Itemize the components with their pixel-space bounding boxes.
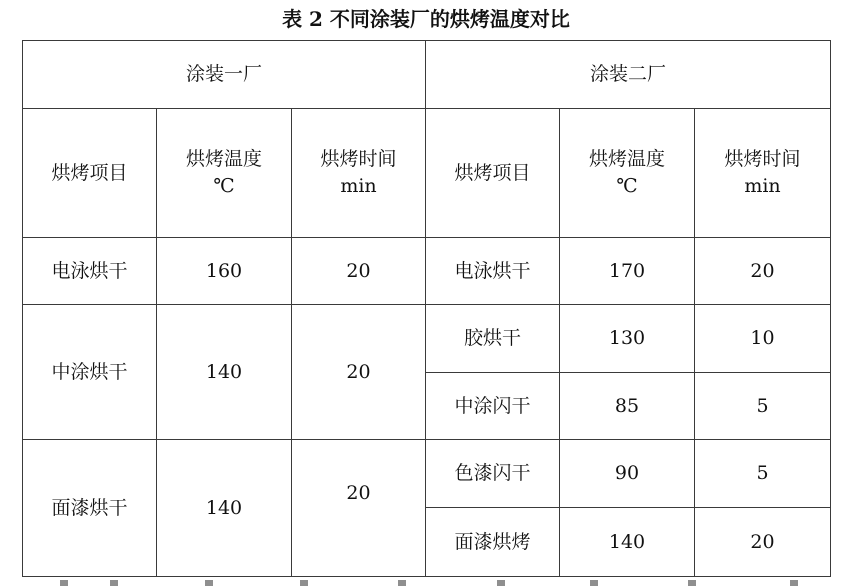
plant-1-time-cell: 20 [292, 440, 426, 577]
plant-2-temp-cell: 90 [560, 440, 695, 508]
plant-2-time-cell: 5 [695, 373, 831, 440]
plant-1-temp-cell: 140 [157, 305, 292, 440]
plant-1-temp-header: 烘烤温度 ℃ [157, 109, 292, 238]
plant-1-time-cell: 20 [292, 305, 426, 440]
plant-2-item-cell: 电泳烘干 [426, 238, 560, 305]
plant-1-time-header: 烘烤时间 min [292, 109, 426, 238]
plant-1-item-cell: 面漆烘干 [23, 440, 157, 577]
next-line-cutoff [0, 578, 852, 588]
plant-2-item-cell: 面漆烘烤 [426, 508, 560, 577]
table-row [23, 305, 831, 373]
plant-header-row [23, 41, 831, 109]
plant-1-temp-cell: 140 [157, 440, 292, 577]
plant-2-header: 涂装二厂 [426, 41, 831, 109]
plant-2-item-cell: 中涂闪干 [426, 373, 560, 440]
plant-2-item-cell: 胶烘干 [426, 305, 560, 373]
plant-1-temp-cell: 160 [157, 238, 292, 305]
plant-2-time-cell: 10 [695, 305, 831, 373]
baking-comparison-table [22, 40, 831, 577]
plant-2-item-header: 烘烤项目 [426, 109, 560, 238]
plant-2-time-cell: 20 [695, 508, 831, 577]
table-row [23, 440, 831, 508]
plant-2-time-cell: 20 [695, 238, 831, 305]
plant-1-item-cell: 电泳烘干 [23, 238, 157, 305]
plant-2-time-cell: 5 [695, 440, 831, 508]
table-row [23, 238, 831, 305]
plant-1-item-header: 烘烤项目 [23, 109, 157, 238]
plant-2-temp-header: 烘烤温度 ℃ [560, 109, 695, 238]
plant-2-item-cell: 色漆闪干 [426, 440, 560, 508]
plant-1-header: 涂装一厂 [23, 41, 426, 109]
plant-2-temp-cell: 85 [560, 373, 695, 440]
plant-1-time-cell: 20 [292, 238, 426, 305]
column-header-row [23, 109, 831, 238]
plant-1-item-cell: 中涂烘干 [23, 305, 157, 440]
plant-2-temp-cell: 130 [560, 305, 695, 373]
plant-2-temp-cell: 170 [560, 238, 695, 305]
plant-2-time-header: 烘烤时间 min [695, 109, 831, 238]
table-caption: 表 2 不同涂装厂的烘烤温度对比 [282, 7, 570, 31]
plant-2-temp-cell: 140 [560, 508, 695, 577]
